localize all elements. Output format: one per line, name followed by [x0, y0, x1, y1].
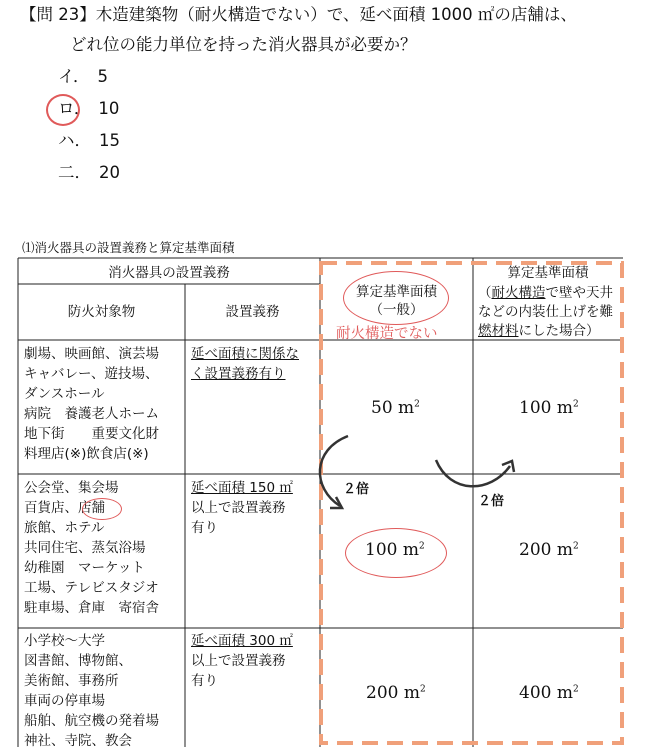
target-line: 美術館、事務所 [24, 673, 119, 689]
target-line: ダンスホール [24, 386, 105, 402]
target-line: 図書館、博物館、 [24, 653, 132, 669]
col-header-general-2: （一般） [369, 302, 424, 318]
target-line: 神社、寺院、教会 [24, 733, 132, 749]
question-title: 【問 23】木造建築物（耐火構造でない）で、延べ面積 1000 ㎡の店舗は、 [20, 5, 577, 24]
duty-line: 以上で設置義務 [191, 653, 286, 669]
duty-line: 延べ面積に関係な [191, 346, 299, 362]
col-header-target: 防火対象物 [67, 304, 136, 320]
target-line: 共同住宅、蒸気浴場 [24, 540, 146, 556]
fireproof-area-value: 200 $m^2$ [519, 540, 579, 560]
target-line: 旅館、ホテル [24, 520, 105, 536]
col-header-fire-line3: 燃材料にした場合） [478, 323, 600, 339]
target-line: 料理店(※)飲食店(※) [24, 446, 149, 462]
choice-1: イ． 5 [58, 67, 109, 86]
table-caption: ⑴消火器具の設置義務と算定基準面積 [22, 240, 235, 255]
question-subtitle: どれ位の能力単位を持った消火器具が必要か？ [70, 35, 417, 54]
col-header-fire-title: 算定基準面積 [507, 265, 589, 281]
group-header: 消火器具の設置義務 [108, 265, 230, 281]
shop-red-circle [82, 498, 122, 520]
duty-line: 延べ面積 300 ㎡ [191, 633, 293, 649]
col-header-fire-line1: （耐火構造で壁や天井 [478, 285, 613, 301]
duty-line: 延べ面積 150 ㎡ [191, 480, 293, 496]
duty-line: く設置義務有り [191, 366, 286, 382]
target-line: 幼稚園 マーケット [24, 560, 145, 576]
general-area-value: 100 $m^2$ [365, 540, 425, 560]
target-line: 劇場、映画館、演芸場 [24, 346, 159, 362]
choice-2: ロ． 10 [58, 99, 120, 118]
duty-line: 以上で設置義務 [191, 500, 286, 516]
times-label-left: ２倍 [343, 482, 370, 497]
col-header-fire-line2: などの内装仕上げを難 [478, 304, 613, 320]
value-red-circle [345, 528, 447, 578]
target-line: 百貨店、店舗 [24, 500, 105, 516]
general-area-value: 200 $m^2$ [366, 683, 426, 703]
target-line: 工場、テレビスタジオ [24, 580, 159, 596]
target-line: 公会堂、集会場 [24, 480, 119, 496]
col-header-duty: 設置義務 [225, 304, 280, 320]
times-label-right: ２倍 [478, 494, 505, 509]
duty-line: 有り [191, 520, 218, 536]
target-line: キャバレー、遊技場、 [24, 366, 159, 382]
fireproof-area-value: 400 $m^2$ [519, 683, 579, 703]
target-line: 駐車場、倉庫 寄宿舎 [24, 600, 159, 616]
choice-4: 二． 20 [58, 163, 120, 182]
fireproof-area-value: 100 $m^2$ [519, 398, 579, 418]
target-line: 船舶、航空機の発着場 [24, 713, 159, 729]
duty-line: 有り [191, 673, 218, 689]
target-line: 車両の停車場 [24, 693, 105, 709]
red-note-not-fireproof: 耐火構造でない [336, 326, 438, 342]
col-header-general-1: 算定基準面積 [356, 284, 437, 300]
target-line: 地下街 重要文化財 [24, 426, 159, 442]
header-red-circle [343, 271, 449, 325]
target-line: 小学校～大学 [24, 633, 105, 649]
general-area-value: 50 $m^2$ [371, 398, 420, 418]
choice-3: ハ． 15 [58, 131, 120, 150]
target-line: 病院 養護老人ホーム [24, 406, 159, 422]
